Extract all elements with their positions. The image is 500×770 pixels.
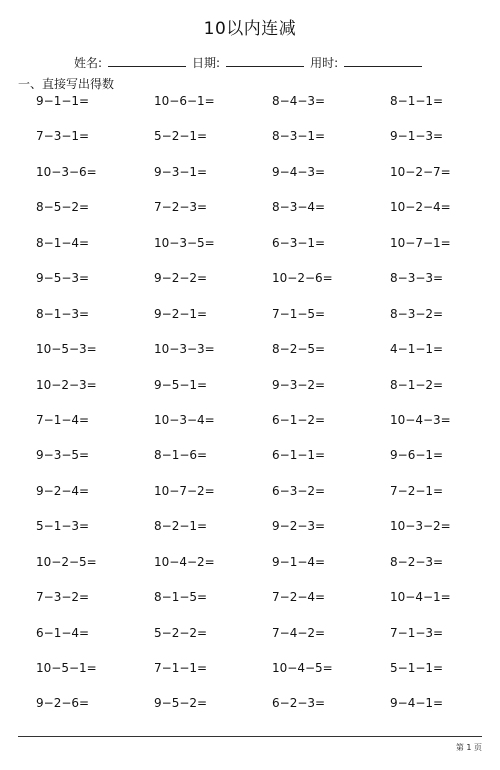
problem-item: 10−5−1= bbox=[36, 661, 97, 675]
problem-item: 10−4−2= bbox=[154, 554, 215, 569]
name-field bbox=[74, 54, 186, 71]
worksheet-title: 10以内连减 bbox=[203, 19, 297, 39]
problem-item: 7−2−3= bbox=[154, 200, 208, 215]
problem-item: 4−1−1= bbox=[390, 342, 444, 357]
problem-item: 6−1−2= bbox=[272, 412, 326, 427]
problem-item: 6−1−4= bbox=[36, 625, 90, 640]
problem-item: 9−3−1= bbox=[154, 164, 208, 179]
problem-item: 9−2−1= bbox=[154, 306, 208, 321]
problem-item: 8−2−5= bbox=[272, 342, 326, 357]
problem-item: 5−1−3= bbox=[36, 519, 90, 534]
problem-item: 5−1−1= bbox=[390, 661, 444, 675]
problem-item: 9−2−6= bbox=[36, 696, 90, 711]
name-blank[interactable] bbox=[108, 54, 186, 67]
problem-item: 10−2−5= bbox=[36, 554, 97, 569]
name-label: 姓名: bbox=[74, 56, 103, 70]
problem-item: 10−4−5= bbox=[272, 661, 333, 675]
problem-item: 10−3−3= bbox=[154, 342, 215, 357]
problem-item: 7−1−1= bbox=[154, 661, 208, 675]
footer-divider bbox=[18, 736, 482, 737]
problem-item: 8−1−3= bbox=[36, 306, 90, 321]
problem-item: 10−3−4= bbox=[154, 412, 215, 427]
problem-item: 6−2−3= bbox=[272, 696, 326, 711]
problem-item: 8−3−4= bbox=[272, 200, 326, 215]
problem-item: 7−1−4= bbox=[36, 412, 90, 427]
time-field bbox=[310, 54, 422, 71]
problem-item: 9−1−1= bbox=[36, 94, 90, 108]
problem-item: 10−4−3= bbox=[390, 412, 451, 427]
problem-item: 10−5−3= bbox=[36, 342, 97, 357]
problem-item: 8−3−2= bbox=[390, 306, 444, 321]
problem-item: 9−3−2= bbox=[272, 377, 326, 392]
problem-item: 10−3−6= bbox=[36, 164, 97, 179]
problem-item: 10−2−3= bbox=[36, 377, 97, 392]
problem-item: 9−2−2= bbox=[154, 271, 208, 286]
problem-item: 8−3−1= bbox=[272, 129, 326, 144]
date-label: 日期: bbox=[192, 56, 221, 70]
problem-item: 7−1−5= bbox=[272, 306, 326, 321]
problem-item: 9−5−3= bbox=[36, 271, 90, 286]
problem-item: 10−7−2= bbox=[154, 483, 215, 498]
problem-item: 8−4−3= bbox=[272, 94, 326, 108]
time-label: 用时: bbox=[310, 56, 339, 70]
problem-item: 7−2−1= bbox=[390, 483, 444, 498]
problem-item: 9−2−3= bbox=[272, 519, 326, 534]
problem-item: 10−3−5= bbox=[154, 235, 215, 250]
problem-item: 10−2−6= bbox=[272, 271, 333, 286]
problem-item: 9−2−4= bbox=[36, 483, 90, 498]
page-number: 第 1 页 bbox=[455, 743, 482, 752]
problem-item: 9−1−4= bbox=[272, 554, 326, 569]
problem-item: 10−7−1= bbox=[390, 235, 451, 250]
problem-item: 8−1−5= bbox=[154, 590, 208, 605]
time-blank[interactable] bbox=[344, 54, 422, 67]
problem-item: 8−1−1= bbox=[390, 94, 444, 108]
problem-item: 10−3−2= bbox=[390, 519, 451, 534]
problem-item: 10−2−7= bbox=[390, 164, 451, 179]
problem-item: 7−1−3= bbox=[390, 625, 444, 640]
problem-grid bbox=[36, 94, 476, 732]
date-blank[interactable] bbox=[226, 54, 304, 67]
problem-item: 8−2−3= bbox=[390, 554, 444, 569]
student-info-row bbox=[74, 54, 454, 71]
problem-item: 10−4−1= bbox=[390, 590, 451, 605]
problem-item: 10−6−1= bbox=[154, 94, 215, 108]
problem-item: 9−5−2= bbox=[154, 696, 208, 711]
problem-item: 8−5−2= bbox=[36, 200, 90, 215]
problem-item: 7−3−2= bbox=[36, 590, 90, 605]
problem-item: 9−3−5= bbox=[36, 448, 90, 463]
problem-item: 9−4−3= bbox=[272, 164, 326, 179]
section-heading: 一、直接写出得数 bbox=[18, 77, 115, 91]
problem-item: 7−2−4= bbox=[272, 590, 326, 605]
problem-item: 6−3−1= bbox=[272, 235, 326, 250]
problem-item: 6−3−2= bbox=[272, 483, 326, 498]
problem-item: 9−5−1= bbox=[154, 377, 208, 392]
problem-item: 6−1−1= bbox=[272, 448, 326, 463]
problem-item: 8−1−4= bbox=[36, 235, 90, 250]
problem-item: 8−3−3= bbox=[390, 271, 444, 286]
problem-item: 8−1−2= bbox=[390, 377, 444, 392]
problem-item: 10−2−4= bbox=[390, 200, 451, 215]
problem-item: 5−2−1= bbox=[154, 129, 208, 144]
problem-item: 9−4−1= bbox=[390, 696, 444, 711]
problem-item: 8−2−1= bbox=[154, 519, 208, 534]
problem-item: 9−1−3= bbox=[390, 129, 444, 144]
problem-item: 7−4−2= bbox=[272, 625, 326, 640]
problem-item: 9−6−1= bbox=[390, 448, 444, 463]
date-field bbox=[192, 54, 304, 71]
problem-item: 5−2−2= bbox=[154, 625, 208, 640]
problem-item: 8−1−6= bbox=[154, 448, 208, 463]
problem-item: 7−3−1= bbox=[36, 129, 90, 144]
